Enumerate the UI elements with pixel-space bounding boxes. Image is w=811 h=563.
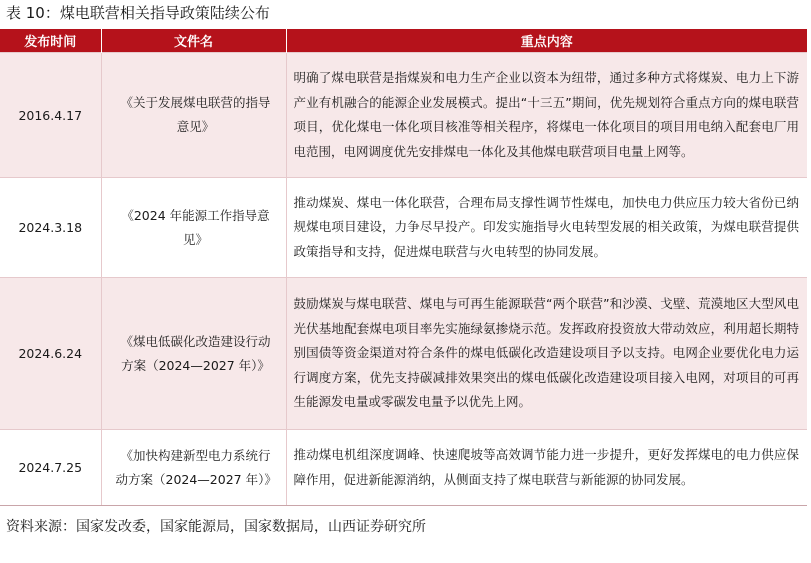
document-name-cell: 《煤电低碳化改造建设行动方案（2024—2027 年）》: [101, 278, 286, 430]
key-content-cell: 鼓励煤炭与煤电联营、煤电与可再生能源联营“两个联营”和沙漠、戈壁、荒漠地区大型风电光伏基地配套煤电项目率先实施绿氨掺烧示范。发挥政府投资放大带动效应，利用超长期特别国债等资金渠道对符合条件的煤电低碳化改造建设项目予以支持。电网企业要优化电力运行调度方案，优先支持碳减排效果突出的煤电低碳化改造建设项目接入电网，对项目的可再生能源发电量或零碳发电量予以优先上网。: [286, 278, 807, 430]
header-key-content: 重点内容: [286, 29, 807, 53]
policy-table: [0, 29, 807, 506]
release-date-cell: 2024.7.25: [0, 430, 101, 506]
release-date-cell: 2024.6.24: [0, 278, 101, 430]
release-date-cell: 2016.4.17: [0, 53, 101, 178]
document-name-cell: 《加快构建新型电力系统行动方案（2024—2027 年）》: [101, 430, 286, 506]
table-row: [0, 178, 807, 278]
header-release-date: 发布时间: [0, 29, 101, 53]
table-row: [0, 53, 807, 178]
release-date-cell: 2024.3.18: [0, 178, 101, 278]
source-note: 资料来源：国家发改委，国家能源局，国家数据局，山西证券研究所: [6, 519, 426, 535]
document-name-cell: 《关于发展煤电联营的指导意见》: [101, 53, 286, 178]
table-row: [0, 430, 807, 506]
key-content-cell: 推动煤炭、煤电一体化联营，合理布局支撑性调节性煤电，加快电力供应压力较大省份已纳规煤电项目建设，力争尽早投产。印发实施指导火电转型发展的相关政策，为煤电联营提供政策指导和支持，促进煤电联营与火电转型的协同发展。: [286, 178, 807, 278]
document-name-cell: 《2024 年能源工作指导意见》: [101, 178, 286, 278]
table-header: [0, 29, 807, 53]
header-document-name: 文件名: [101, 29, 286, 53]
key-content-cell: 推动煤电机组深度调峰、快速爬坡等高效调节能力进一步提升，更好发挥煤电的电力供应保障作用，促进新能源消纳，从侧面支持了煤电联营与新能源的协同发展。: [286, 430, 807, 506]
table-title: 表 10：煤电联营相关指导政策陆续公布: [6, 4, 270, 22]
key-content-cell: 明确了煤电联营是指煤炭和电力生产企业以资本为纽带，通过多种方式将煤炭、电力上下游产业有机融合的能源企业发展模式。提出“十三五”期间，优先规划符合重点方向的煤电联营项目，优化煤电一体化项目核准等相关程序，将煤电一体化项目的项目用电纳入配套电厂用电范围，电网调度优先安排煤电一体化及其他煤电联营项目电量上网等。: [286, 53, 807, 178]
table-row: [0, 278, 807, 430]
